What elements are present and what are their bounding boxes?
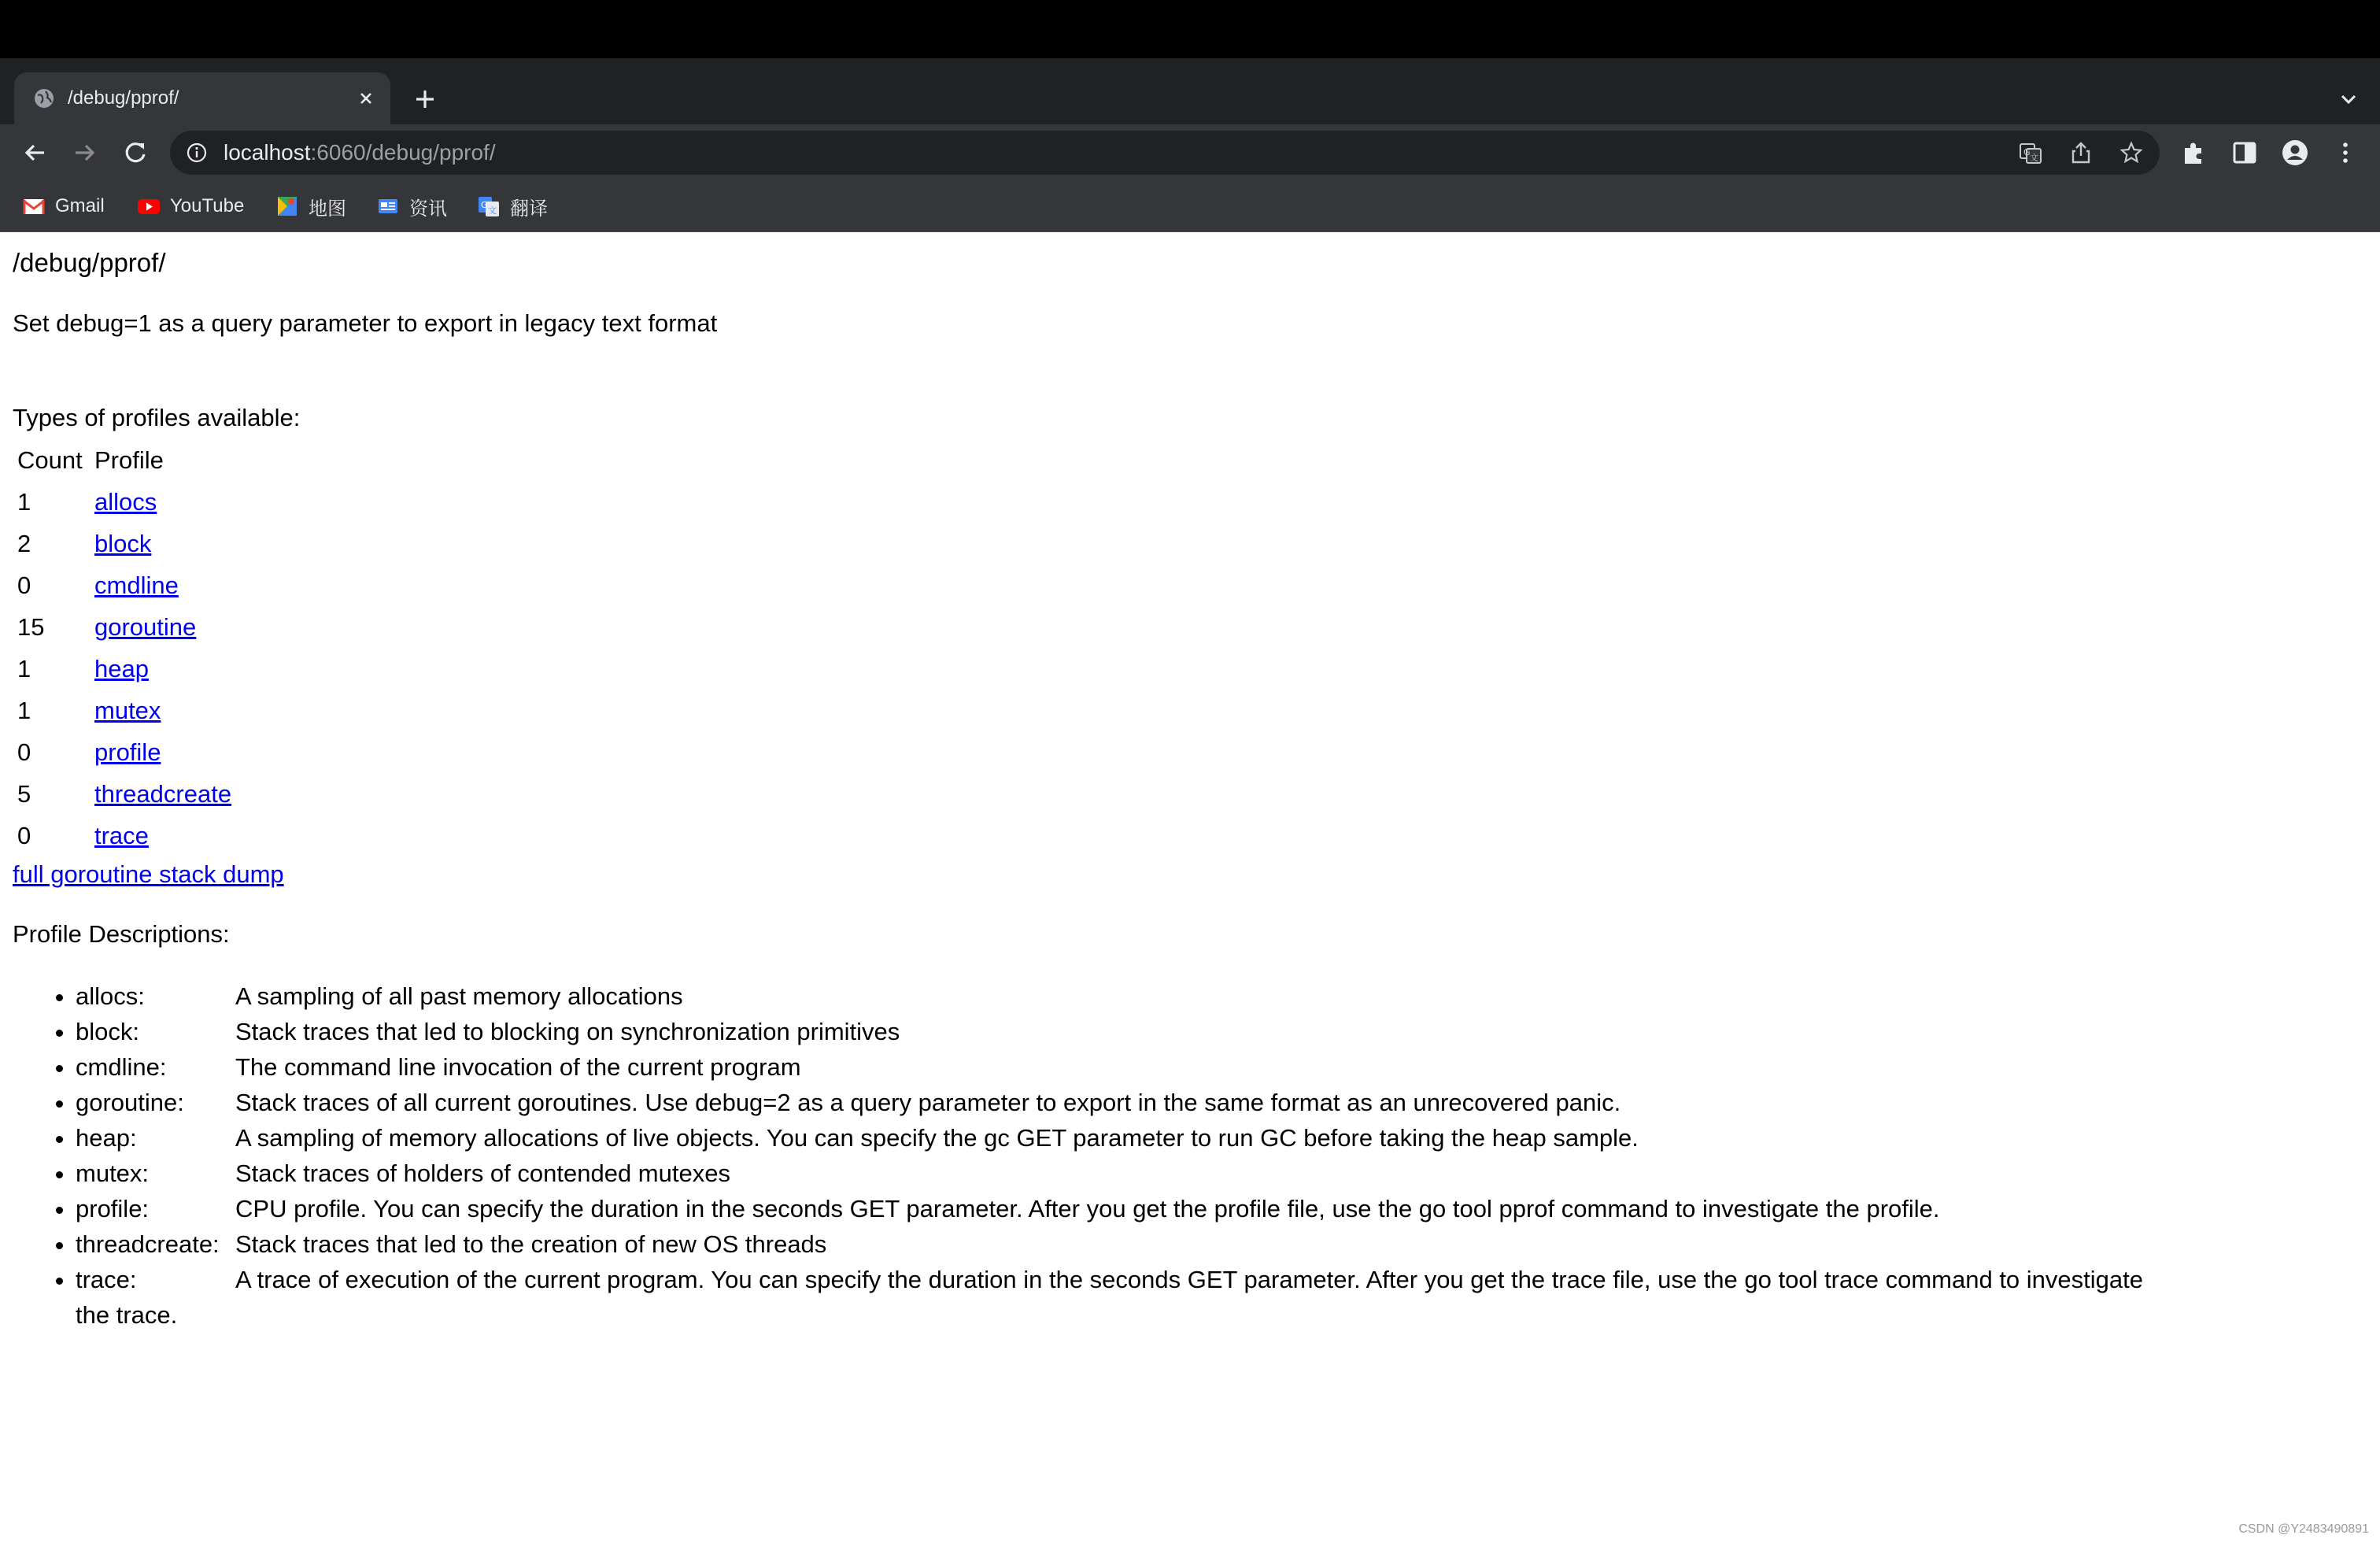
profile-descriptions-list	[13, 978, 2358, 1333]
tab-strip	[0, 58, 2380, 124]
description-text: Stack traces that led to the creation of new OS threads	[235, 1230, 827, 1258]
bookmark-label: Gmail	[55, 195, 105, 216]
news-icon	[376, 194, 400, 218]
bookmark-label: 地图	[309, 198, 346, 220]
url-path: :6060/debug/pprof/	[310, 140, 496, 165]
back-arrow-icon[interactable]	[17, 135, 52, 170]
description-name: • allocs:	[76, 982, 145, 1010]
list-item	[76, 1262, 2358, 1333]
profile-count: 1	[17, 696, 31, 724]
table-row	[13, 773, 231, 815]
profile-link-threadcreate[interactable]: threadcreate	[94, 779, 232, 808]
translate-page-icon[interactable]	[2018, 140, 2043, 165]
address-bar[interactable]	[170, 131, 2160, 175]
description-text: The command line invocation of the current program	[235, 1053, 801, 1081]
forward-arrow-icon[interactable]	[68, 135, 102, 170]
profile-link-profile[interactable]: profile	[94, 738, 161, 766]
description-name: • goroutine:	[76, 1089, 184, 1116]
profile-avatar-icon[interactable]	[2281, 139, 2309, 167]
side-panel-icon[interactable]	[2230, 139, 2259, 167]
page-title: /debug/pprof/	[13, 248, 166, 277]
maps-icon	[275, 194, 299, 218]
description-name: • cmdline:	[76, 1053, 167, 1081]
profiles-table	[8, 440, 236, 856]
profile-link-mutex[interactable]: mutex	[94, 696, 161, 724]
profile-count: 15	[17, 612, 45, 641]
url-text[interactable]	[224, 131, 496, 175]
svg-text:G: G	[2023, 147, 2031, 157]
list-item	[76, 1120, 2358, 1156]
profile-link-heap[interactable]: heap	[94, 654, 149, 682]
profile-link-allocs[interactable]: allocs	[94, 487, 157, 516]
description-text: A sampling of memory allocations of live objects. You can specify the gc GET parameter to run GC before taking the heap sample.	[235, 1124, 1639, 1152]
more-menu-icon[interactable]	[2331, 139, 2360, 167]
watermark-text: CSDN @Y2483490891	[2238, 1522, 2369, 1536]
table-row	[13, 815, 231, 856]
bookmark-maps[interactable]	[275, 181, 346, 231]
profile-count: 5	[17, 779, 31, 808]
bookmark-news[interactable]	[376, 181, 447, 231]
table-row	[13, 606, 231, 648]
tab-close-icon[interactable]	[353, 85, 379, 112]
tab-title: /debug/pprof/	[68, 87, 179, 109]
extensions-puzzle-icon[interactable]	[2180, 139, 2208, 167]
window-top-bar	[0, 0, 2380, 58]
bookmark-star-icon[interactable]	[2119, 140, 2144, 165]
bookmark-label: 资讯	[409, 198, 447, 220]
gmail-icon	[22, 194, 46, 218]
table-row	[13, 481, 231, 523]
profile-count: 0	[17, 738, 31, 766]
description-text: A sampling of all past memory allocations	[235, 982, 683, 1010]
description-text: A trace of execution of the current program. You can specify the duration in the seconds GET parameter. After you get the trace file, use the go tool trace command to investigate	[235, 1266, 2143, 1293]
url-host: localhost	[224, 140, 311, 165]
svg-text:文: 文	[2030, 153, 2038, 163]
profile-count: 0	[17, 821, 31, 849]
browser-toolbar	[0, 124, 2380, 181]
table-row	[13, 731, 231, 773]
bookmark-label: 翻译	[510, 198, 548, 220]
profile-count: 2	[17, 529, 31, 557]
list-item	[76, 978, 2358, 1014]
descriptions-heading: Profile Descriptions:	[13, 920, 230, 948]
description-name: • profile:	[76, 1195, 150, 1222]
description-name: • threadcreate:	[76, 1230, 220, 1258]
reload-icon[interactable]	[118, 135, 153, 170]
profile-link-cmdline[interactable]: cmdline	[94, 571, 179, 599]
description-text: CPU profile. You can specify the duration in the seconds GET parameter. After you get the profile file, use the go tool pprof command to investigate the profile.	[235, 1195, 1940, 1222]
table-row	[13, 564, 231, 606]
profile-count: 1	[17, 654, 31, 682]
profile-column-header: Profile	[94, 446, 164, 474]
page-content	[0, 232, 2380, 1546]
globe-icon	[31, 86, 57, 111]
profiles-heading: Types of profiles available:	[13, 404, 301, 431]
table-row	[13, 523, 231, 564]
svg-text:G: G	[481, 200, 488, 210]
browser-tab-active[interactable]	[14, 72, 390, 124]
bookmark-translate[interactable]	[477, 181, 548, 231]
description-text: Stack traces of holders of contended mutexes	[235, 1160, 730, 1187]
list-item	[76, 1085, 2358, 1120]
bookmark-label: YouTube	[170, 195, 245, 216]
youtube-icon	[137, 194, 161, 218]
profile-link-block[interactable]: block	[94, 529, 152, 557]
description-name: • mutex:	[76, 1160, 150, 1187]
description-text-continuation: the trace.	[76, 1301, 178, 1329]
share-icon[interactable]	[2068, 140, 2094, 165]
description-name: • trace:	[76, 1266, 137, 1293]
list-item	[76, 1049, 2358, 1085]
count-column-header: Count	[17, 446, 83, 474]
profile-count: 0	[17, 571, 31, 599]
profile-link-trace[interactable]: trace	[94, 821, 149, 849]
table-row	[13, 648, 231, 690]
description-name: • heap:	[76, 1124, 137, 1152]
bookmark-youtube[interactable]	[137, 181, 244, 231]
list-item	[76, 1014, 2358, 1049]
tab-search-chevron-down-icon[interactable]	[2336, 87, 2361, 112]
list-item	[76, 1226, 2358, 1262]
debug-hint-text: Set debug=1 as a query parameter to export in legacy text format	[13, 309, 718, 337]
bookmark-gmail[interactable]	[22, 181, 105, 231]
new-tab-plus-icon[interactable]	[409, 83, 441, 115]
list-item	[76, 1191, 2358, 1226]
full-goroutine-dump-link[interactable]: full goroutine stack dump	[13, 860, 284, 888]
description-name: • block:	[76, 1018, 139, 1045]
profile-count: 1	[17, 487, 31, 516]
list-item	[76, 1156, 2358, 1191]
translate-icon	[477, 194, 501, 218]
svg-text:文: 文	[488, 205, 497, 216]
profile-link-goroutine[interactable]: goroutine	[94, 612, 197, 641]
description-text: Stack traces of all current goroutines. Use debug=2 as a query parameter to export in the same format as an unrecovered panic.	[235, 1089, 1621, 1116]
table-row	[13, 690, 231, 731]
table-header-row	[13, 440, 231, 481]
site-info-icon[interactable]	[186, 142, 208, 164]
bookmarks-bar	[0, 181, 2380, 232]
description-text: Stack traces that led to blocking on synchronization primitives	[235, 1018, 900, 1045]
